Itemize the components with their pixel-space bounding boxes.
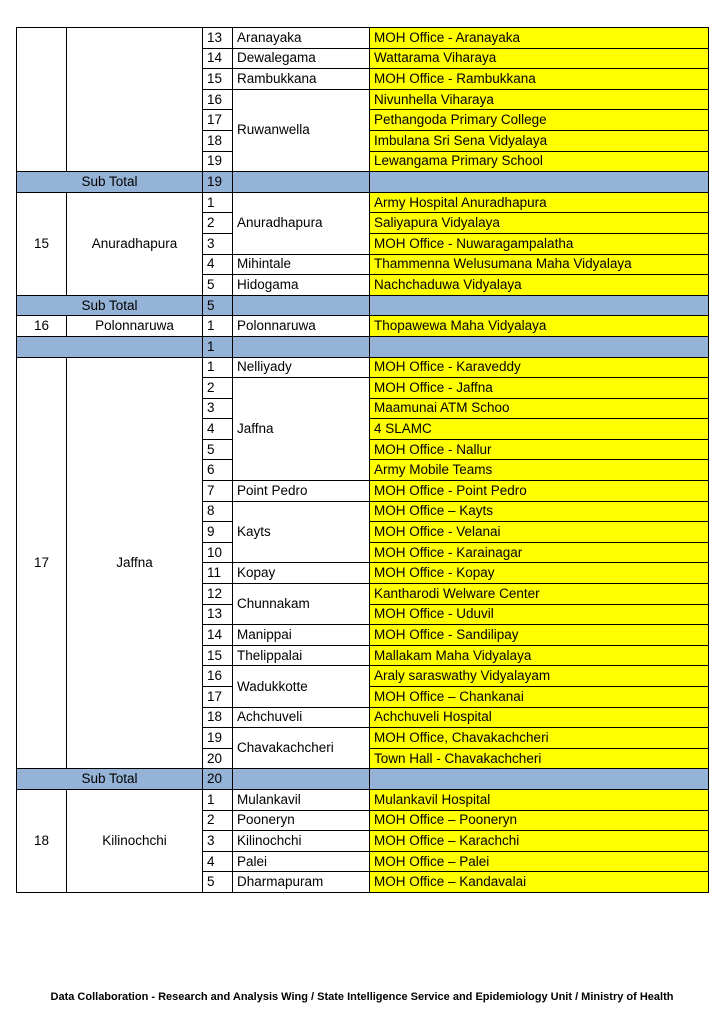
vaccination-site: Mulankavil Hospital <box>370 789 709 810</box>
moh-area: Aranayaka <box>233 28 370 49</box>
subtotal-label: Sub Total <box>17 172 203 193</box>
row-index: 4 <box>203 851 233 872</box>
vaccination-site: Army Hospital Anuradhapura <box>370 192 709 213</box>
vaccination-site: MOH Office - Point Pedro <box>370 481 709 502</box>
vaccination-site: MOH Office – Pooneryn <box>370 810 709 831</box>
row-index: 5 <box>203 872 233 893</box>
vaccination-site: MOH Office - Karaveddy <box>370 357 709 378</box>
subtotal-label <box>17 336 203 357</box>
vaccination-site: MOH Office – Chankanai <box>370 687 709 708</box>
vaccination-site: MOH Office - Sandilipay <box>370 625 709 646</box>
row-index: 1 <box>203 192 233 213</box>
moh-area: Kilinochchi <box>233 831 370 852</box>
vaccination-site: Nachchaduwa Vidyalaya <box>370 275 709 296</box>
moh-area: Wadukkotte <box>233 666 370 707</box>
vaccination-site: 4 SLAMC <box>370 419 709 440</box>
vaccination-site: Thammenna Welusumana Maha Vidyalaya <box>370 254 709 275</box>
vaccination-site: Maamunai ATM Schoo <box>370 398 709 419</box>
moh-area: Dharmapuram <box>233 872 370 893</box>
district-number-cell: 15 <box>17 192 67 295</box>
subtotal-label: Sub Total <box>17 769 203 790</box>
vaccination-site: MOH Office – Karachchi <box>370 831 709 852</box>
subtotal-row <box>17 295 709 316</box>
row-index: 19 <box>203 728 233 749</box>
vaccination-site: Wattarama Viharaya <box>370 48 709 69</box>
vaccination-site: MOH Office - Nuwaragampalatha <box>370 233 709 254</box>
page-footer: Data Collaboration - Research and Analysis Wing / State Intelligence Service and Epidemiology Unit / Ministry of Health <box>50 991 674 1003</box>
row-index: 11 <box>203 563 233 584</box>
row-index: 1 <box>203 789 233 810</box>
vaccination-site: MOH Office - Kopay <box>370 563 709 584</box>
table-row <box>17 28 709 49</box>
vaccination-site: Army Mobile Teams <box>370 460 709 481</box>
row-index: 19 <box>203 151 233 172</box>
row-index: 3 <box>203 398 233 419</box>
row-index: 2 <box>203 810 233 831</box>
row-index: 17 <box>203 687 233 708</box>
table-row <box>17 192 709 213</box>
vaccination-site: Mallakam Maha Vidyalaya <box>370 645 709 666</box>
row-index: 18 <box>203 707 233 728</box>
row-index: 17 <box>203 110 233 131</box>
table-row <box>17 316 709 337</box>
subtotal-count: 19 <box>203 172 233 193</box>
row-index: 2 <box>203 378 233 399</box>
subtotal-row <box>17 769 709 790</box>
moh-area: Rambukkana <box>233 69 370 90</box>
vaccination-site: Imbulana Sri Sena Vidyalaya <box>370 130 709 151</box>
moh-area: Polonnaruwa <box>233 316 370 337</box>
moh-area: Kopay <box>233 563 370 584</box>
row-index: 1 <box>203 316 233 337</box>
vaccination-site: MOH Office - Nallur <box>370 439 709 460</box>
vaccination-site: Town Hall - Chavakachcheri <box>370 748 709 769</box>
row-index: 9 <box>203 522 233 543</box>
subtotal-count: 20 <box>203 769 233 790</box>
vaccination-site: MOH Office - Rambukkana <box>370 69 709 90</box>
row-index: 1 <box>203 357 233 378</box>
moh-area: Mulankavil <box>233 789 370 810</box>
moh-area: Kayts <box>233 501 370 563</box>
vaccination-site: Nivunhella Viharaya <box>370 89 709 110</box>
row-index: 7 <box>203 481 233 502</box>
vaccination-site: Achchuveli Hospital <box>370 707 709 728</box>
district-number-cell: 17 <box>17 357 67 769</box>
row-index: 15 <box>203 645 233 666</box>
vaccination-site: MOH Office – Kayts <box>370 501 709 522</box>
vaccination-centers-table <box>16 27 709 893</box>
row-index: 3 <box>203 233 233 254</box>
district-name-cell: Anuradhapura <box>67 192 203 295</box>
row-index: 10 <box>203 542 233 563</box>
vaccination-site: MOH Office - Uduvil <box>370 604 709 625</box>
moh-area: Thelippalai <box>233 645 370 666</box>
row-index: 6 <box>203 460 233 481</box>
row-index: 8 <box>203 501 233 522</box>
district-name-cell: Kilinochchi <box>67 789 203 892</box>
vaccination-site: MOH Office - Karainagar <box>370 542 709 563</box>
moh-area: Point Pedro <box>233 481 370 502</box>
moh-area: Pooneryn <box>233 810 370 831</box>
subtotal-label: Sub Total <box>17 295 203 316</box>
moh-area: Dewalegama <box>233 48 370 69</box>
subtotal-row <box>17 172 709 193</box>
row-index: 13 <box>203 28 233 49</box>
vaccination-site: Araly saraswathy Vidyalayam <box>370 666 709 687</box>
row-index: 14 <box>203 48 233 69</box>
moh-area: Ruwanwella <box>233 89 370 171</box>
subtotal-count: 5 <box>203 295 233 316</box>
moh-area: Chunnakam <box>233 584 370 625</box>
row-index: 15 <box>203 69 233 90</box>
district-number-cell: 18 <box>17 789 67 892</box>
moh-area: Mihintale <box>233 254 370 275</box>
vaccination-site: Lewangama Primary School <box>370 151 709 172</box>
table-row <box>17 357 709 378</box>
vaccination-site: Saliyapura Vidyalaya <box>370 213 709 234</box>
vaccination-site: Pethangoda Primary College <box>370 110 709 131</box>
row-index: 2 <box>203 213 233 234</box>
vaccination-site: MOH Office – Palei <box>370 851 709 872</box>
row-index: 13 <box>203 604 233 625</box>
district-name-cell: Polonnaruwa <box>67 316 203 337</box>
row-index: 14 <box>203 625 233 646</box>
subtotal-count: 1 <box>203 336 233 357</box>
district-number-cell <box>17 28 67 172</box>
vaccination-site: MOH Office - Velanai <box>370 522 709 543</box>
moh-area: Hidogama <box>233 275 370 296</box>
row-index: 18 <box>203 130 233 151</box>
row-index: 3 <box>203 831 233 852</box>
vaccination-site: Kantharodi Welware Center <box>370 584 709 605</box>
row-index: 4 <box>203 254 233 275</box>
moh-area: Anuradhapura <box>233 192 370 254</box>
table-row <box>17 789 709 810</box>
row-index: 5 <box>203 275 233 296</box>
vaccination-site: MOH Office - Jaffna <box>370 378 709 399</box>
row-index: 16 <box>203 89 233 110</box>
row-index: 20 <box>203 748 233 769</box>
row-index: 12 <box>203 584 233 605</box>
district-number-cell: 16 <box>17 316 67 337</box>
vaccination-site: MOH Office – Kandavalai <box>370 872 709 893</box>
row-index: 4 <box>203 419 233 440</box>
row-index: 5 <box>203 439 233 460</box>
subtotal-row <box>17 336 709 357</box>
row-index: 16 <box>203 666 233 687</box>
district-name-cell: Jaffna <box>67 357 203 769</box>
moh-area: Manippai <box>233 625 370 646</box>
moh-area: Achchuveli <box>233 707 370 728</box>
moh-area: Chavakachcheri <box>233 728 370 769</box>
moh-area: Nelliyady <box>233 357 370 378</box>
moh-area: Jaffna <box>233 378 370 481</box>
moh-area: Palei <box>233 851 370 872</box>
vaccination-site: MOH Office, Chavakachcheri <box>370 728 709 749</box>
district-name-cell <box>67 28 203 172</box>
vaccination-site: MOH Office - Aranayaka <box>370 28 709 49</box>
vaccination-site: Thopawewa Maha Vidyalaya <box>370 316 709 337</box>
